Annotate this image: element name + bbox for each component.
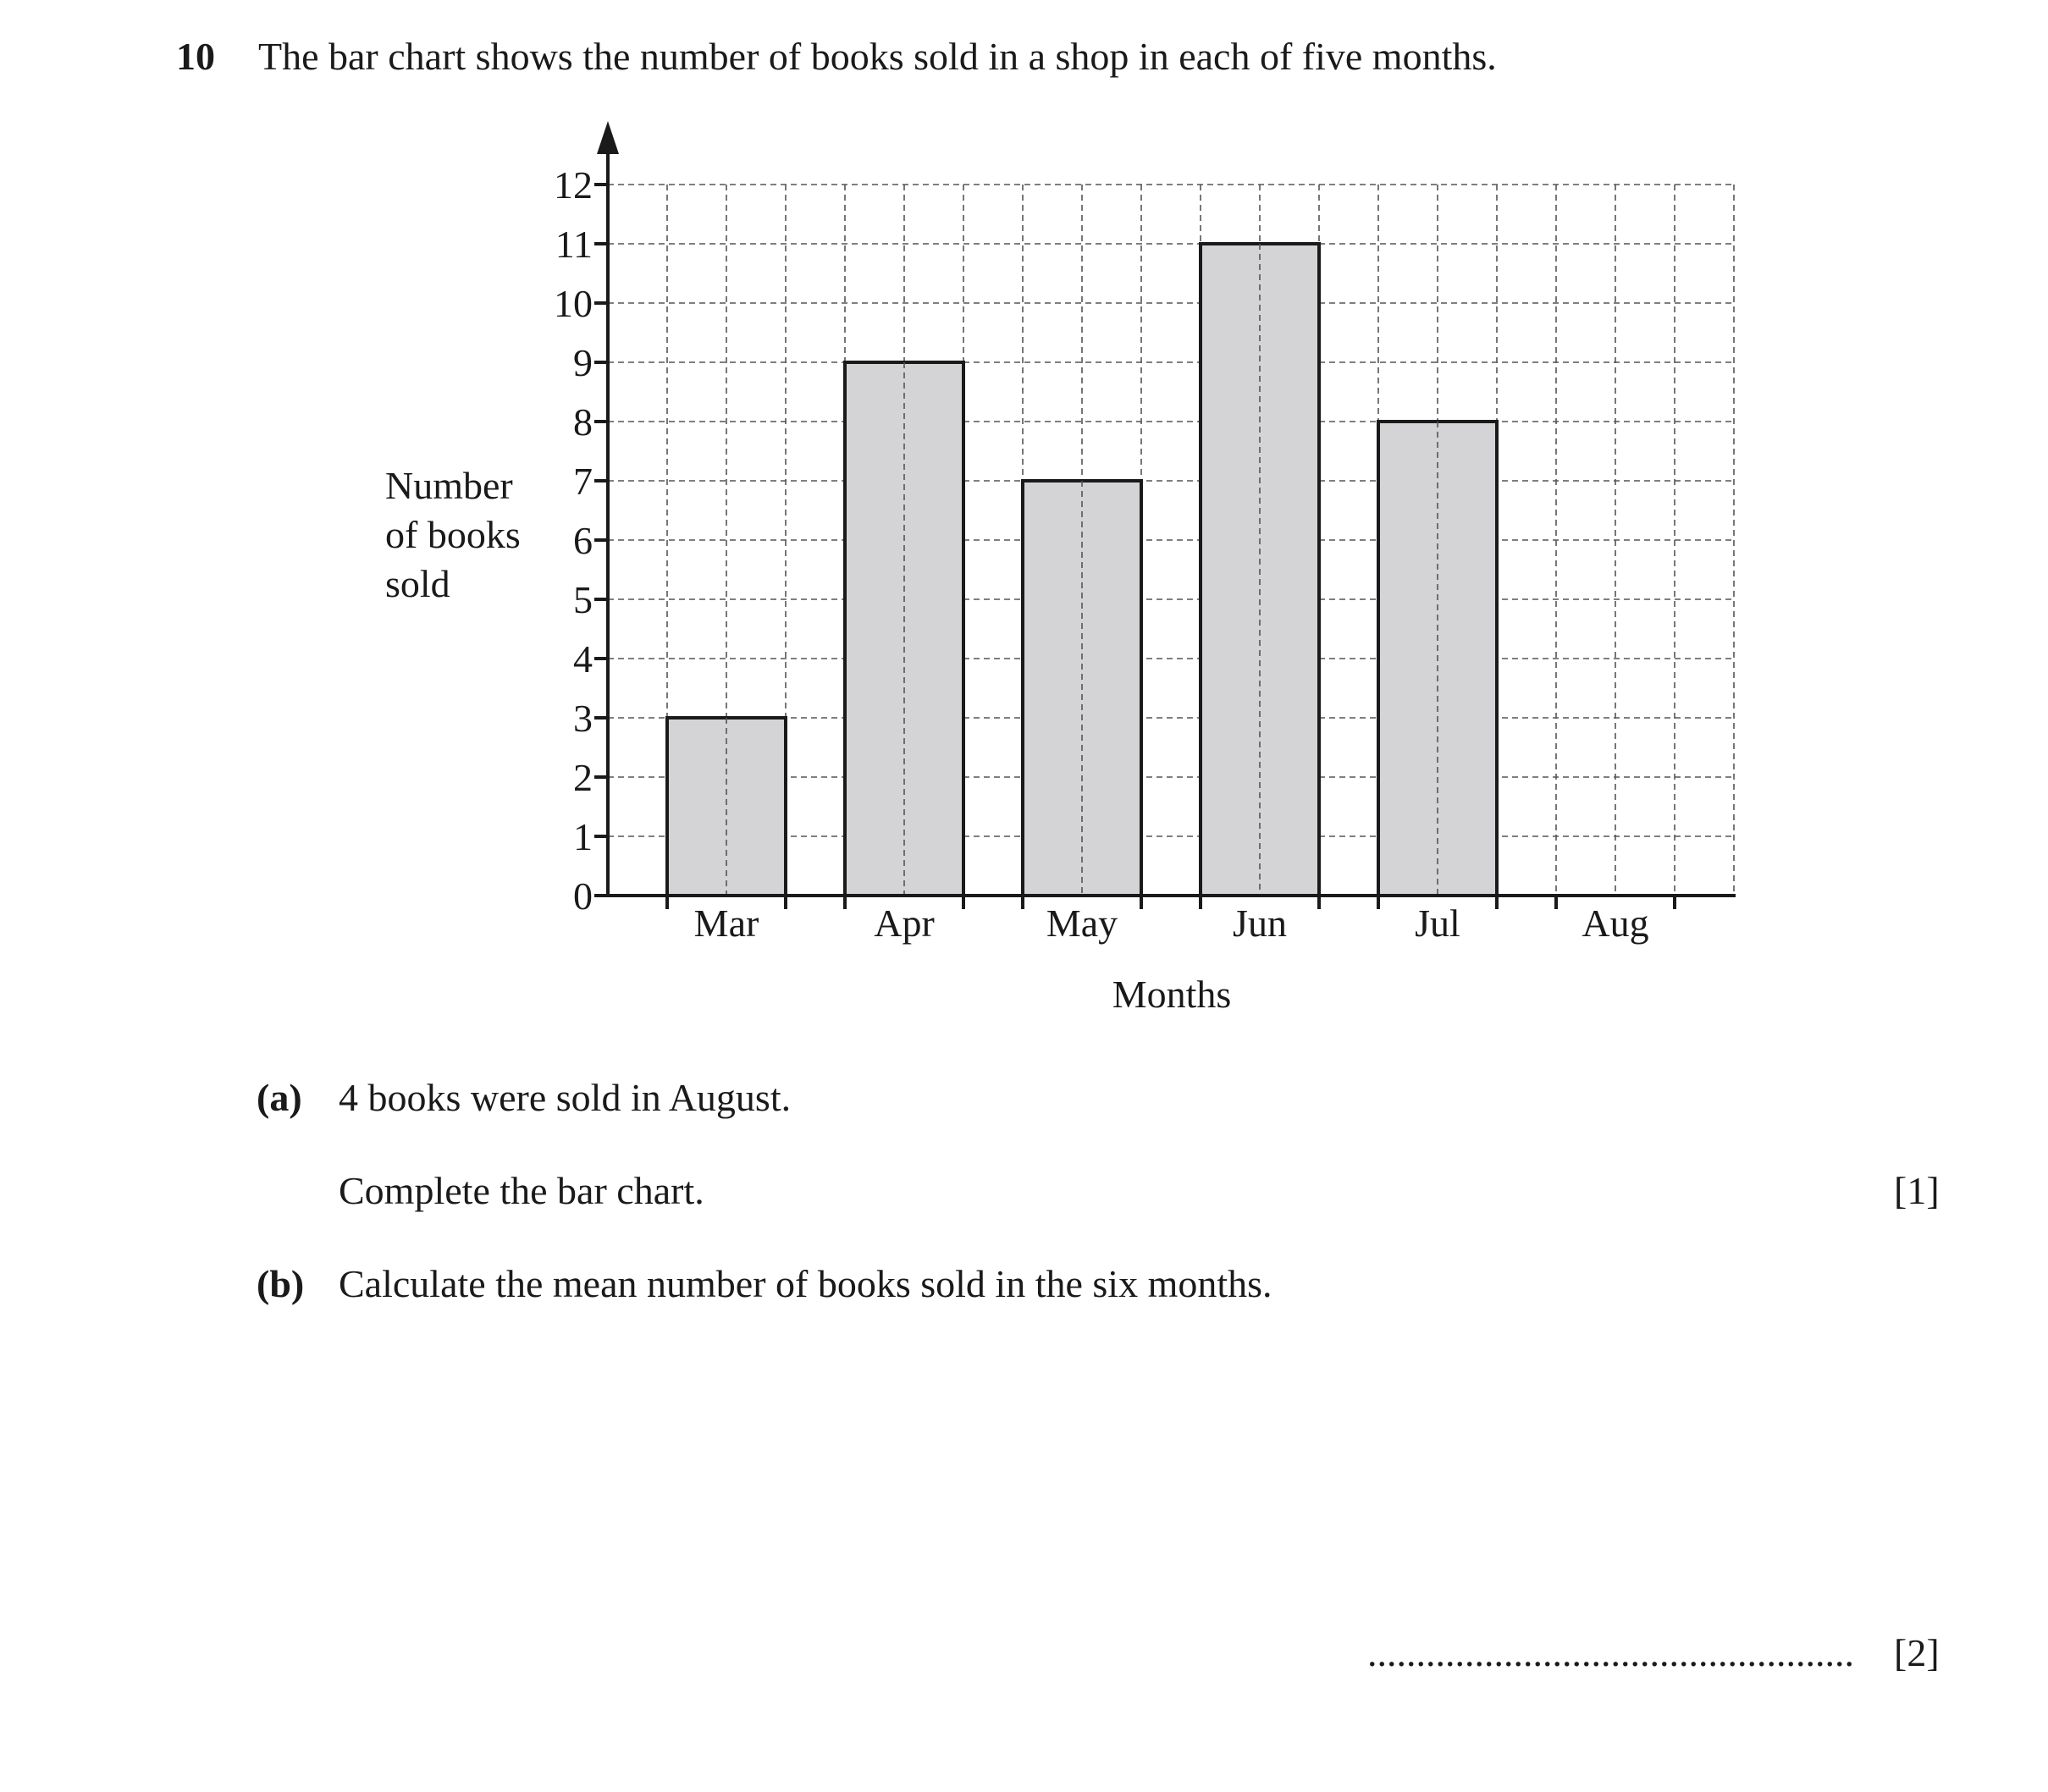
y-axis-label-line: of books xyxy=(385,513,521,556)
answer-line[interactable]: .................................................. xyxy=(1367,1631,1854,1674)
x-tick-label: Jul xyxy=(1415,902,1460,945)
y-axis-arrow xyxy=(597,121,619,154)
y-axis-label-line: Number xyxy=(385,464,513,507)
y-tick-label: 4 xyxy=(573,637,593,681)
y-tick-label: 9 xyxy=(573,341,593,384)
part-a-text: 4 books were sold in August. xyxy=(339,1076,792,1119)
y-tick-label: 1 xyxy=(573,815,593,858)
question-number: 10 xyxy=(176,35,215,78)
y-tick-label: 12 xyxy=(554,163,593,207)
bar-mar xyxy=(667,718,786,896)
part-b-label: (b) xyxy=(257,1262,305,1305)
y-tick-label: 3 xyxy=(573,697,593,740)
x-tick-label: Apr xyxy=(874,902,935,945)
part-b-text: Calculate the mean number of books sold in the six months. xyxy=(339,1262,1272,1305)
x-tick-label: May xyxy=(1046,902,1118,945)
x-axis-label: Months xyxy=(1112,973,1232,1016)
y-tick-label: 6 xyxy=(573,519,593,562)
x-tick-label: Aug xyxy=(1582,902,1649,945)
y-tick-label: 10 xyxy=(554,282,593,325)
y-axis-label-line: sold xyxy=(385,562,450,605)
part-a-label: (a) xyxy=(257,1076,302,1119)
y-tick-label: 0 xyxy=(573,874,593,918)
y-tick-label: 11 xyxy=(555,223,593,266)
y-tick-label: 7 xyxy=(573,460,593,503)
x-tick-label: Mar xyxy=(693,902,759,945)
part-a-instruction: Complete the bar chart. xyxy=(339,1169,704,1212)
x-tick-label: Jun xyxy=(1233,902,1287,945)
y-tick-label: 2 xyxy=(573,756,593,799)
y-tick-label: 8 xyxy=(573,400,593,444)
y-axis-label xyxy=(385,461,521,609)
question-intro: The bar chart shows the number of books sold in a shop in each of five months. xyxy=(258,35,1497,78)
y-tick-label: 5 xyxy=(573,578,593,621)
part-b-marks: [2] xyxy=(1894,1631,1940,1674)
part-a-marks: [1] xyxy=(1894,1169,1940,1212)
